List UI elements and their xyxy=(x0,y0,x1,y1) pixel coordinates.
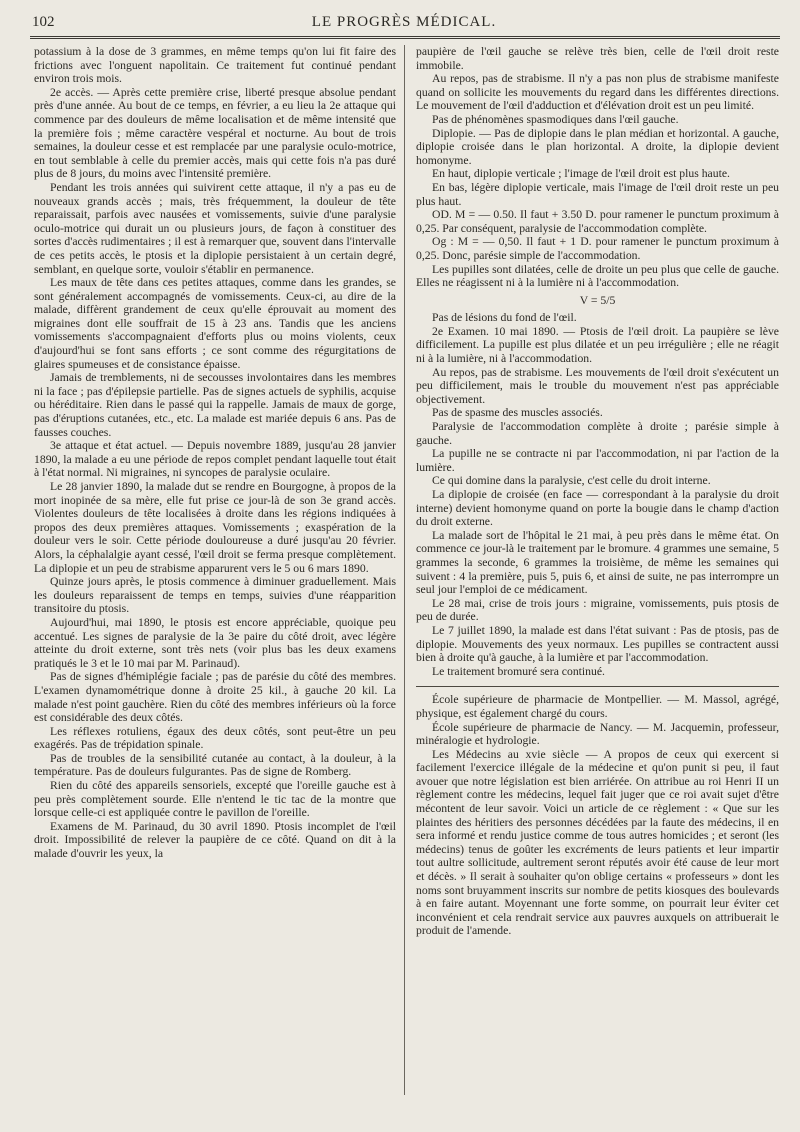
paragraph: En haut, diplopie verticale ; l'image de l'œil droit est plus haute. xyxy=(432,167,730,181)
paragraph: paupière de l'œil gauche se relève très bien, celle de l'œil droit reste immobile. xyxy=(416,45,779,72)
paragraph: 3e attaque et état actuel. — Depuis novembre 1889, jusqu'au 28 janvier 1890, la malade a eu une période de repos complet pendant laquelle tout était à l'état normal. Ni migraines, ni syncopes de paralysie oculaire. xyxy=(34,439,396,480)
paragraph: Jamais de tremblements, ni de secousses involontaires dans les membres ni la face ; pas d'épilepsie partielle. Pas de signes actuels de syphilis, acquise ou héréditaire. Rien dans le passé qui la rappelle. Jamais de maux de gorge, pas d'éruptions cutanées, etc., etc. La malade est mariée depuis 6 ans. Pas de fausses couches. xyxy=(34,371,396,439)
paragraph: Pas de lésions du fond de l'œil. xyxy=(432,311,577,325)
paragraph: Au repos, pas de strabisme. Il n'y a pas non plus de strabisme manifeste quand on sollicite les mouvements du regard dans les différentes directions. Le mouvement de l'œil d'adduction et d'élévation droit est un peu limité. xyxy=(416,72,779,113)
left-column xyxy=(34,45,396,1105)
paragraph: Les réflexes rotuliens, égaux des deux côtés, sont peut-être un peu exagérés. Pas de trépidation spinale. xyxy=(34,724,396,752)
paragraph: La pupille ne se contracte ni par l'accommodation, ni par l'action de la lumière. xyxy=(416,447,779,474)
paragraph: Le 28 mai, crise de trois jours : migraine, vomissements, puis ptosis de peu de durée. xyxy=(416,596,779,624)
paragraph: Aujourd'hui, mai 1890, le ptosis est encore appréciable, quoique peu accentué. Les signes de paralysie de la 3e paire du côté droit, avec légère atteinte du droit externe, sont très nets (voir plus bas les deux examens pratiqués le 3 et le 10 mai par M. Parinaud). xyxy=(34,615,396,670)
paragraph: potassium à la dose de 3 grammes, en même temps qu'on lui fit faire des frictions avec l'onguent napolitain. Ce traitement fut continué pendant environ trois mois. xyxy=(34,45,396,86)
right-column xyxy=(416,45,779,1105)
paragraph: Quinze jours après, le ptosis commence à diminuer graduellement. Mais les douleurs reparaissent de temps en temps, suivies d'une réapparition transitoire du ptosis. xyxy=(34,575,396,616)
paragraph: Pas de troubles de la sensibilité cutanée au contact, à la douleur, à la température. Pas de douleurs fulgurantes. Pas de signe de Romberg. xyxy=(34,751,396,779)
paragraph: Au repos, pas de strabisme. Les mouvements de l'œil droit s'exécutent un peu difficilement, mais le trouble du mouvement n'est pas appréciable objectivement. xyxy=(416,365,779,406)
paragraph: Pas de signes d'hémiplégie faciale ; pas de parésie du côté des membres. L'examen dynamométrique donne à droite 25 kil., à gauche 20 kil. La malade n'est point gauchère. Rien du côté des membres inférieurs où la force est considérable des deux côtés. xyxy=(34,670,396,725)
paragraph: En bas, légère diplopie verticale, mais l'image de l'œil droit reste un peu plus haut. xyxy=(416,180,779,208)
paragraph: Pas de spasme des muscles associés. xyxy=(432,406,603,420)
news-note: École supérieure de pharmacie de Nancy. — M. Jacquemin, professeur, minéralogie et hydrologie. xyxy=(416,720,779,748)
paragraph: Rien du côté des appareils sensoriels, excepté que l'oreille gauche est à peu près complètement sourde. Elle n'entend le tic tac de la montre que lorsque celle-ci est appliquée contre le pavillon de l'oreille. xyxy=(34,779,396,820)
paragraph: Les pupilles sont dilatées, celle de droite un peu plus que celle de gauche. Elles ne réagissent ni à la lumière ni à l'accommodation. xyxy=(416,262,779,290)
paragraph: Pas de phénomènes spasmodiques dans l'œil gauche. xyxy=(432,112,679,126)
paragraph: Le 28 janvier 1890, la malade dut se rendre en Bourgogne, à propos de la mort inopinée de sa mère, elle fut prise ce jour-là de son 3e grand accès. Violentes douleurs de tête localisées à droite dans les régions indiquées à propos des deux premières attaques. Vomissements ; exaspération de la douleur vers le soir. Cette période douloureuse a duré jusqu'au 20 février. Alors, la céphalalgie ayant cessé, l'œil droit se ferma presque complètement. La diplopie et un peu de strabisme apparurent vers le 5 ou 6 mars 1890. xyxy=(34,480,396,575)
paragraph: Les maux de tête dans ces petites attaques, comme dans les grandes, se sont généralement accompagnés de vomissements. Ceux-ci, au dire de la malade, diffèrent grandement de ceux qu'elle éprouvait au moment des migraines dont elle souffrait de 15 à 23 ans. Tandis que les anciens vomissements s'accompagnaient d'efforts plus ou moins violents, ceux d'aujourd'hui se font sans efforts ; ce sont comme des régurgitations de glaires spumeuses et de consistance épaisse. xyxy=(34,276,396,371)
paragraph: Pendant les trois années qui suivirent cette attaque, il n'y a pas eu de nouveaux grands accès ; mais, très fréquemment, la douleur de tête reparaissait, parfois avec nausées et vomissements, suivie d'une paralysie oculo-motrice qui durait un ou plusieurs jours, de façon à constituer des sortes d'accès rudimentaires ; il est à remarquer que, souvent dans l'intervalle de ces petits accès, le ptosis et la diplopie persistaient à un certain degré, semblant, en quelque sorte, vouloir s'établir en permanence. xyxy=(34,180,396,276)
column-divider xyxy=(404,45,405,1095)
paragraph: Diplopie. — Pas de diplopie dans le plan médian et horizontal. A gauche, diplopie croisée dans le plan horizontal. A droite, la diplopie devient homonyme. xyxy=(416,126,779,167)
paragraph: Le 7 juillet 1890, la malade est dans l'état suivant : Pas de ptosis, pas de diplopie. Mouvements des yeux normaux. Les pupilles se contractent aussi bien à droite qu'à gauche, à la lumière et par l'accommodation. xyxy=(416,623,779,665)
paragraph: Le traitement bromuré sera continué. xyxy=(432,664,605,678)
paragraph: Examens de M. Parinaud, du 30 avril 1890. Ptosis incomplet de l'œil droit. Impossibilité de relever la paupière de ce côté. Quand on dit à la malade d'ouvrir les yeux, la xyxy=(34,819,396,861)
paragraph: Paralysie de l'accommodation complète à droite ; parésie simple à gauche. xyxy=(416,420,779,447)
paragraph: OD. M = — 0.50. Il faut + 3.50 D. pour ramener le punctum proximum à 0,25. Par conséquent, paralysie de l'accommodation complète. xyxy=(416,208,779,235)
right-column-body xyxy=(416,45,779,678)
news-notes xyxy=(416,693,779,938)
paragraph: La malade sort de l'hôpital le 21 mai, à peu près dans le même état. On commence ce jour-là le traitement par le bromure. 4 grammes une semaine, 5 grammes la seconde, 6 grammes la troisième, de même les semaines qui suivent : 4 la première, puis 5, puis 6, et ainsi de suite, ne pas interrompre un seul jour l'emploi de ce médicament. xyxy=(416,528,779,597)
page-number: 102 xyxy=(32,14,55,30)
paragraph: La diplopie de croisée (en face — correspondant à la paralysie du droit interne) devient homonyme quand on porte la bougie dans le champ d'action du droit externe. xyxy=(416,488,779,529)
paragraph: Ce qui domine dans la paralysie, c'est celle du droit interne. xyxy=(432,474,711,488)
paragraph: V = 5/5 xyxy=(579,293,616,307)
header-rule xyxy=(30,36,780,39)
journal-title: LE PROGRÈS MÉDICAL. xyxy=(311,14,497,30)
paragraph: 2e Examen. 10 mai 1890. — Ptosis de l'œil droit. La paupière se lève difficilement. La pupille est plus dilatée et un peu irrégulière ; elle ne réagit ni à la lumière, ni à l'accommodation. xyxy=(416,324,779,366)
notes-divider xyxy=(416,686,779,687)
paragraph: 2e accès. — Après cette première crise, liberté presque absolue pendant près d'une année. Au bout de ce temps, en février, a eu lieu la 2e attaque qui commence par des douleurs de même localisation et de même intensité que la première fois ; même caractère vespéral et nocturne. Au bout de trois semaines, la douleur cesse et est remplacée par une paralysie oculo-motrice, en tout semblable à celle du premier accès, mais qui cette fois n'a pas duré plus de 8 jours, du moins avec l'intensité première. xyxy=(34,85,396,181)
page-header xyxy=(30,12,778,36)
news-note: École supérieure de pharmacie de Montpellier. — M. Massol, agrégé, physique, est également chargé du cours. xyxy=(416,693,779,720)
paragraph: Og : M = — 0,50. Il faut + 1 D. pour ramener le punctum proximum à 0,25. Donc, parésie simple de l'accommodation. xyxy=(416,235,779,262)
news-note: Les Médecins au xvie siècle — A propos de ceux qui exercent si facilement l'exercice illégale de la médecine et qu'on punit si peu, il faut avouer que notre législation est bien arriérée. On attribue au roi Henri II un règlement contre les médecins, lequel fait juger que ce roi avait sujet d'être mécontent de leur savoir. Voici un article de ce règlement : « Que sur les plaintes des héritiers des personnes décédées par la faute des médecins, il en sera informé et rendu justice comme de tous autres homicides ; et seront (les médecins) tenus de goûter les excréments de leurs patients et leur impartir tout aultre sollicitude, aultrement seront réputés avoir été cause de leur mort et décès. » Il serait à souhaiter qu'on oblige certains « professeurs » dont les noms sont bruyamment inscrits sur nombre de petits kiosques des boulevards à en faire autant. Moyennant une forte somme, on pourrait leur éviter cet inconvénient et cela rendrait service aux pauvres auxquels on attribuerait le produit de l'amende. xyxy=(416,747,779,938)
